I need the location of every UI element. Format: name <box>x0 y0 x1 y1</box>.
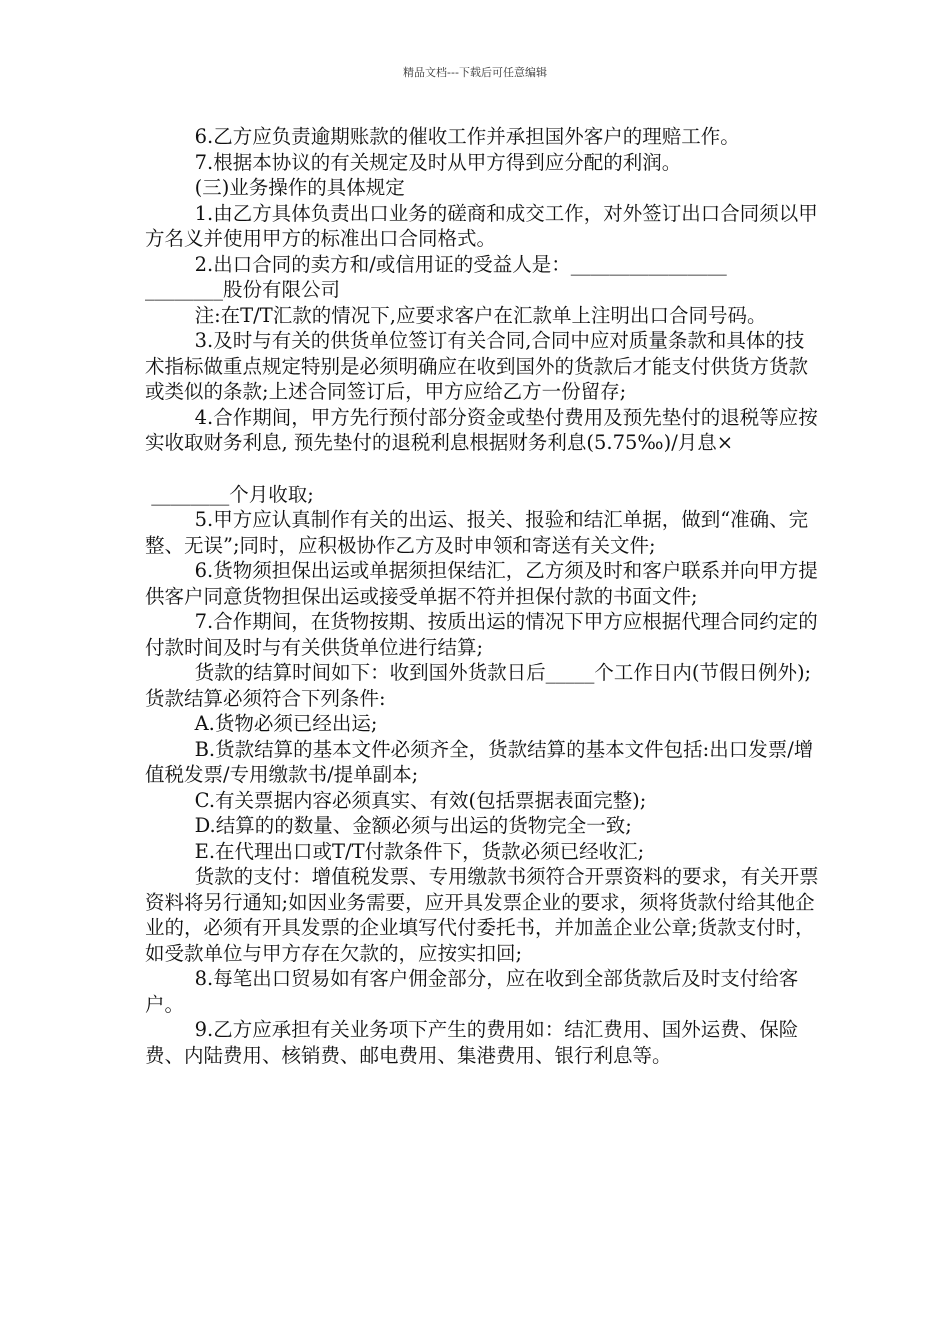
paragraph: 8.每笔出口贸易如有客户佣金部分，应在收到全部货款后及时支付给客户。 <box>145 967 799 1016</box>
paragraph: ________股份有限公司 <box>145 278 341 301</box>
page-header: 精品文档---下载后可任意编辑 <box>403 66 547 79</box>
blank-line <box>145 456 820 482</box>
paragraph: 6.货物须担保出运或单据须担保结汇，乙方须及时和客户联系并向甲方提供客户同意货物担保出运或接受单据不符并担保付款的书面文件; <box>145 559 818 608</box>
paragraph: 9.乙方应承担有关业务项下产生的费用如：结汇费用、国外运费、保险费、内陆费用、核销费、邮电费用、集港费用、银行利息等。 <box>145 1018 799 1067</box>
paragraph: 货款的支付：增值税发票、专用缴款书须符合开票资料的要求，有关开票资料将另行通知;如因业务需要，应开具发票企业的要求，须将货款付给其他企业的，必须有开具发票的企业填写代付委托书，并加盖企业公章;货款支付时，如受款单位与甲方存在欠款的，应按实扣回; <box>145 865 819 965</box>
list-item: A.货物必须已经出运; <box>145 712 378 735</box>
paragraph: ________个月收取; <box>145 482 314 506</box>
list-item: E.在代理出口或T/T付款条件下，货款必须已经收汇; <box>145 839 645 863</box>
paragraph: 3.及时与有关的供货单位签订有关合同,合同中应对质量条款和具体的技术指标做重点规定特别是必须明确应在收到国外的货款后才能支付供货方货款或类似的条款;上述合同签订后，甲方应给乙方一份留存; <box>145 329 809 403</box>
paragraph: 4.合作期间，甲方先行预付部分资金或垫付费用及预先垫付的退税等应按实收取财务利息, 预先垫付的退税利息根据财务利息(5.75‰)/月息× <box>145 405 818 454</box>
list-item: C.有关票据内容必须真实、有效(包括票据表面完整); <box>145 788 647 812</box>
document-body <box>145 124 820 1068</box>
note-paragraph: 注:在T/T汇款的情况下,应要求客户在汇款单上注明出口合同号码。 <box>145 303 767 327</box>
paragraph: 7.根据本协议的有关规定及时从甲方得到应分配的利润。 <box>145 150 682 174</box>
paragraph: 5.甲方应认真制作有关的出运、报关、报验和结汇单据，做到“准确、完整、无误”;同时，应积极协作乙方及时申领和寄送有关文件; <box>145 508 809 557</box>
paragraph: 6.乙方应负责逾期账款的催收工作并承担国外客户的理赔工作。 <box>145 125 740 148</box>
paragraph: 7.合作期间，在货物按期、按质出运的情况下甲方应根据代理合同约定的付款时间及时与有关供货单位进行结算; <box>145 610 818 659</box>
paragraph: 货款的结算时间如下：收到国外货款日后_____个工作日内(节假日例外);货款结算必须符合下列条件: <box>145 661 812 710</box>
paragraph: 1.由乙方具体负责出口业务的磋商和成交工作，对外签订出口合同须以甲方名义并使用甲方的标准出口合同格式。 <box>145 201 818 250</box>
section-heading: (三)业务操作的具体规定 <box>145 176 405 199</box>
list-item: D.结算的的数量、金额必须与出运的货物完全一致; <box>145 814 632 837</box>
list-item: B.货款结算的基本文件必须齐全，货款结算的基本文件包括:出口发票/增值税发票/专用缴款书/提单副本; <box>145 737 814 786</box>
paragraph: 2.出口合同的卖方和/或信用证的受益人是：________________ <box>145 252 727 276</box>
